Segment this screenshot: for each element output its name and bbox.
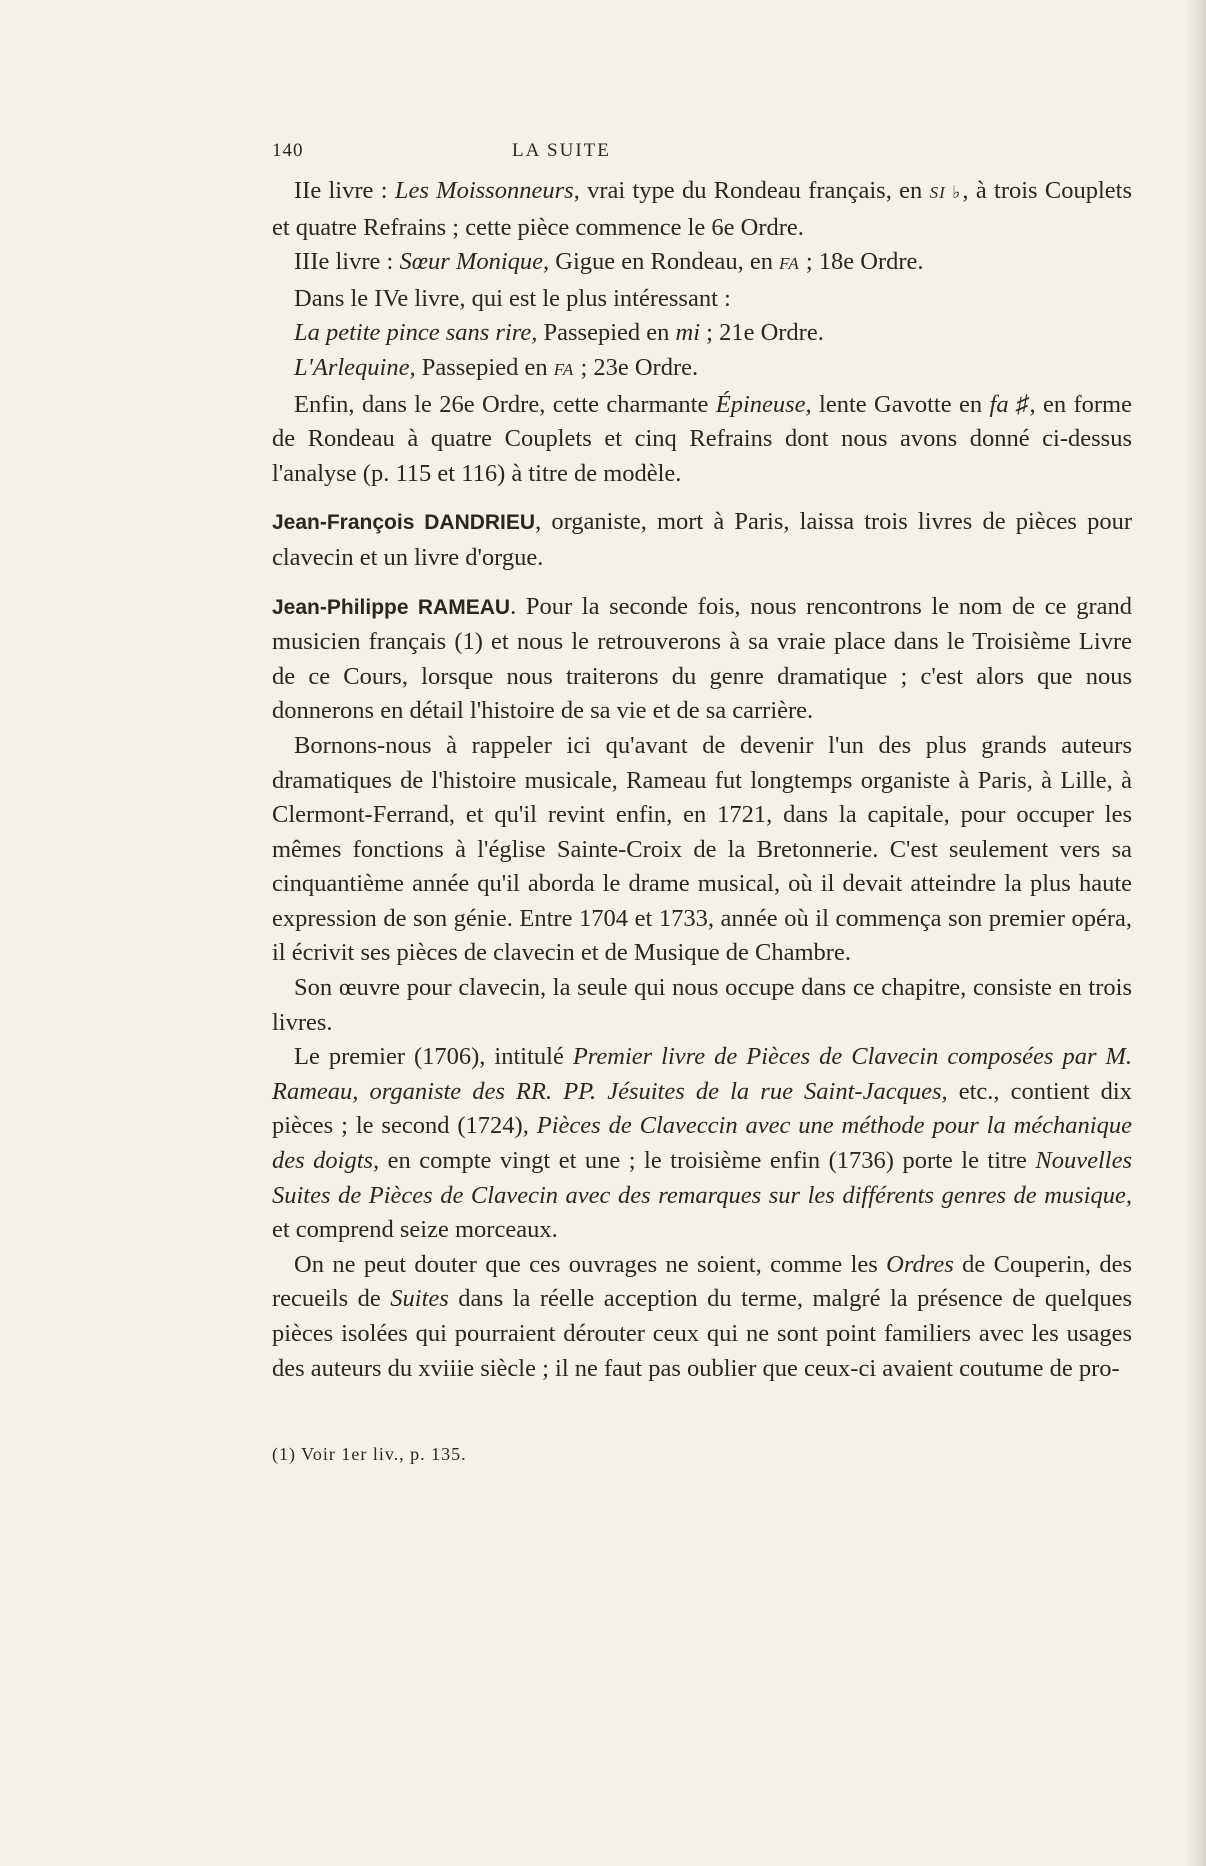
body-text — [272, 174, 1132, 1386]
running-title: LA SUITE — [512, 140, 611, 161]
paragraph — [272, 316, 1132, 351]
paragraph — [272, 174, 1132, 245]
text-run: etc., contient dix pièces ; le second (1724), — [272, 1077, 1132, 1140]
paragraph — [272, 388, 1132, 492]
paragraph — [272, 1248, 1132, 1386]
text-run: IIIe livre : — [294, 248, 400, 276]
paragraph — [272, 351, 1132, 388]
text-run: Bornons-nous à rappeler ici qu'avant de devenir l'un des plus grands auteurs dramatiques de l'histoire musicale, Rameau fut longtemps organiste à Paris, à Lille, à Clermont-Ferrand, et qu'il revint enfin, en 1721, dans la capitale, pour occuper les mêmes fonctions à l'église Sainte-Croix de la Bretonnerie. C'est seulement vers sa cinquantième année qu'il aborda le drame musical, où il devait atteindre la plus haute expression de son génie. Entre 1704 et 1733, année où il commença son premier opéra, il écrivit ses pièces de clavecin et de Musique de Chambre. — [272, 731, 1132, 967]
text-run: IIe livre : — [294, 177, 395, 204]
text-run: Son œuvre pour clavecin, la seule qui nous occupe dans ce chapitre, consiste en trois livres. — [272, 974, 1132, 1036]
text-run: dans la réelle acception du terme, malgré la présence de quelques pièces isolées qui pourraient dérouter ceux qui ne sont point familiers avec les usages des auteurs du xviiie siècle ; il ne faut pas oublier que ceux-ci avaient coutume de pro- — [272, 1285, 1132, 1382]
italic-text: fa ♯, — [989, 390, 1036, 418]
running-head — [272, 140, 1132, 174]
text-run: . Pour la seconde fois, nous rencontrons le nom de ce grand musicien français (1) et nous le retrouverons à sa vraie place dans le Troisième Livre de ce Cours, lorsque nous traiterons du genre dramatique ; c'est alors que nous donnerons en détail l'histoire de sa vie et de sa carrière. — [272, 592, 1132, 725]
paragraph — [272, 971, 1132, 1040]
text-run: , organiste, mort à Paris, laissa trois livres de pièces pour clavecin et un livre d'orgue. — [272, 508, 1132, 571]
page-edge-shadow — [1184, 0, 1206, 1866]
italic-text: mi — [675, 319, 701, 347]
paragraph — [272, 245, 1132, 282]
text-run: ; 21e Ordre. — [700, 319, 824, 347]
text-run: en forme de Rondeau à quatre Couplets et cinq Refrains dont nous avons donné ci-dessus l'analyse (p. 115 et 116) à titre de modèle. — [272, 390, 1132, 487]
text-run: Enfin, dans le 26e Ordre, cette charmante — [294, 390, 716, 418]
text-run: lente Gavotte en — [811, 390, 990, 418]
text-run: ; 23e Ordre. — [574, 353, 699, 381]
text-run: Dans le IVe livre, qui est le plus intéressant : — [294, 284, 731, 312]
text-run: en compte vingt et une ; le troisième enfin (1736) porte le titre — [379, 1147, 1036, 1175]
footnote: (1) Voir 1er liv., p. 135. — [272, 1444, 467, 1465]
paragraph — [272, 1040, 1132, 1248]
text-run: Gigue en Rondeau, en — [549, 248, 780, 276]
note-name: SI ♭ — [929, 183, 963, 202]
text-run: vrai type du Rondeau français, en — [579, 177, 930, 204]
italic-text: Épineuse, — [715, 390, 812, 418]
paragraph — [272, 505, 1132, 575]
italic-text: Pièces de Claveссin avec une méthode pour la méchanique des doigts, — [272, 1112, 1132, 1175]
italic-text: Premier livre de Pièces de Clavecin composées par M. Rameau, organiste des RR. PP. Jésuites de la rue Saint-Jacques, — [272, 1043, 1132, 1105]
text-run: Passepied en — [415, 353, 554, 381]
italic-text: Ordres — [886, 1250, 954, 1278]
italic-text: Sœur Monique, — [399, 248, 550, 276]
italic-text: La petite pince sans rire, — [294, 319, 538, 347]
composer-name: Jean-Philippe RAMEAU — [272, 595, 511, 619]
paragraph — [272, 590, 1132, 729]
italic-text: Nouvelles Suites de Pièces de Clavecin avec des remarques sur les différents genres de musique, — [272, 1147, 1132, 1209]
paragraph — [272, 282, 1132, 317]
text-run: ; 18e Ordre. — [799, 248, 924, 276]
text-run: de Couperin, des recueils de — [272, 1250, 1132, 1313]
paragraph — [272, 729, 1132, 971]
book-page — [272, 140, 1132, 1465]
text-run: et comprend seize morceaux. — [272, 1216, 558, 1244]
italic-text: Suites — [390, 1285, 449, 1313]
text-run: Passepied en — [537, 319, 676, 347]
composer-name: Jean-François DANDRIEU — [272, 511, 536, 535]
note-name: FA — [553, 359, 575, 379]
note-name: FA — [779, 254, 800, 274]
italic-text: Les Moissonneurs, — [394, 177, 580, 204]
page-number: 140 — [272, 140, 304, 161]
text-run: , à trois Couplets et quatre Refrains ; cette pièce commence le 6e Ordre. — [272, 177, 1132, 241]
text-run: On ne peut douter que ces ouvrages ne soient, comme les — [294, 1250, 887, 1278]
italic-text: L'Arlequine, — [294, 353, 416, 381]
text-run: Le premier (1706), intitulé — [294, 1043, 573, 1071]
